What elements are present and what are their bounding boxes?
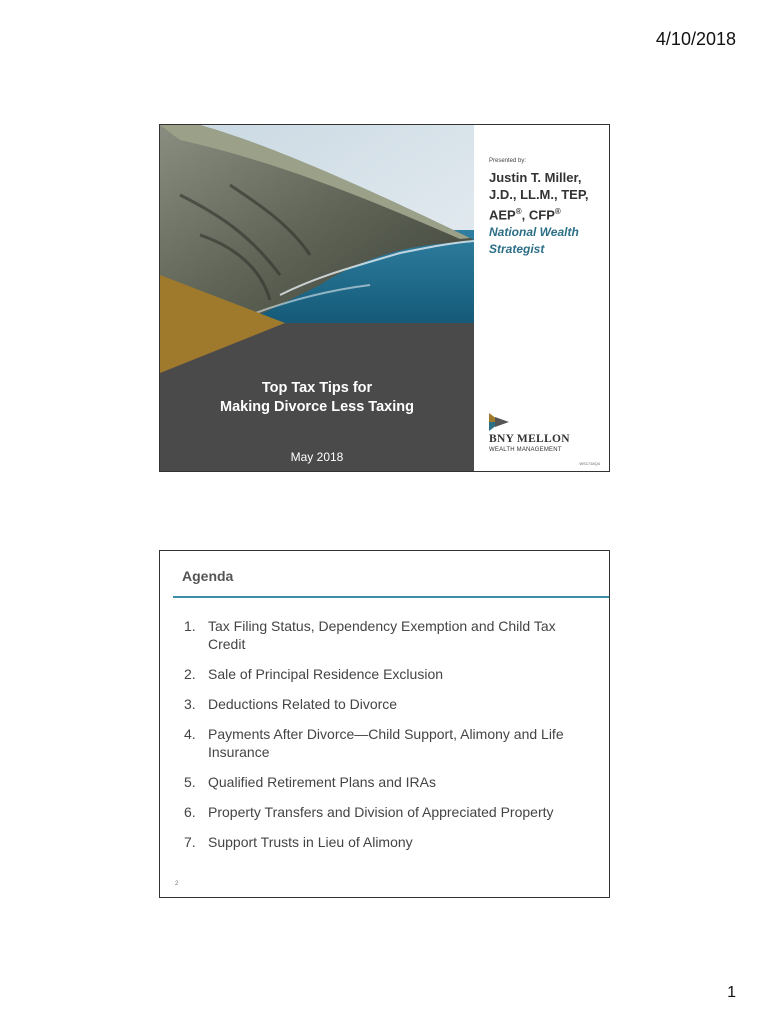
title-panel bbox=[160, 125, 474, 472]
agenda-item: 1. Tax Filing Status, Dependency Exemption and Child Tax Credit bbox=[184, 618, 556, 652]
title-slide bbox=[159, 124, 610, 472]
page-date: 4/10/2018 bbox=[655, 29, 736, 49]
presentation-title: Top Tax Tips for Making Divorce Less Taxing bbox=[220, 380, 414, 415]
agenda-item: 6. Property Transfers and Division of Appreciated Property bbox=[184, 804, 554, 820]
agenda-item: 3. Deductions Related to Divorce bbox=[184, 696, 398, 712]
bny-mellon-logo-icon bbox=[489, 413, 513, 431]
agenda-title: Agenda bbox=[182, 568, 234, 584]
agenda-item: 5. Qualified Retirement Plans and IRAs bbox=[184, 774, 436, 790]
title-divider bbox=[173, 596, 609, 598]
bny-mellon-logo-text: BNY MELLON bbox=[489, 433, 570, 445]
agenda-item: 4. Payments After Divorce—Child Support, Alimony and Life Insurance bbox=[184, 726, 564, 760]
wealth-management-text: WEALTH MANAGEMENT bbox=[489, 447, 562, 453]
slide-number: 2 bbox=[175, 881, 179, 887]
gold-chevron bbox=[160, 275, 290, 375]
presenter-panel bbox=[474, 125, 610, 472]
presented-by-label: Presented by: bbox=[489, 158, 527, 164]
page-number: 1 bbox=[727, 984, 736, 1001]
presentation-date: May 2018 bbox=[290, 450, 344, 464]
agenda-list bbox=[184, 617, 594, 863]
slide-code: WS1718Q4 bbox=[579, 461, 600, 466]
presenter-role: National Wealth Strategist bbox=[489, 225, 579, 256]
agenda-slide bbox=[159, 550, 610, 898]
presenter-name: Justin T. Miller, J.D., LL.M., TEP, AEP®, CFP® bbox=[489, 170, 589, 223]
agenda-item: 2. Sale of Principal Residence Exclusion bbox=[184, 666, 444, 682]
agenda-item: 7. Support Trusts in Lieu of Alimony bbox=[184, 834, 413, 850]
